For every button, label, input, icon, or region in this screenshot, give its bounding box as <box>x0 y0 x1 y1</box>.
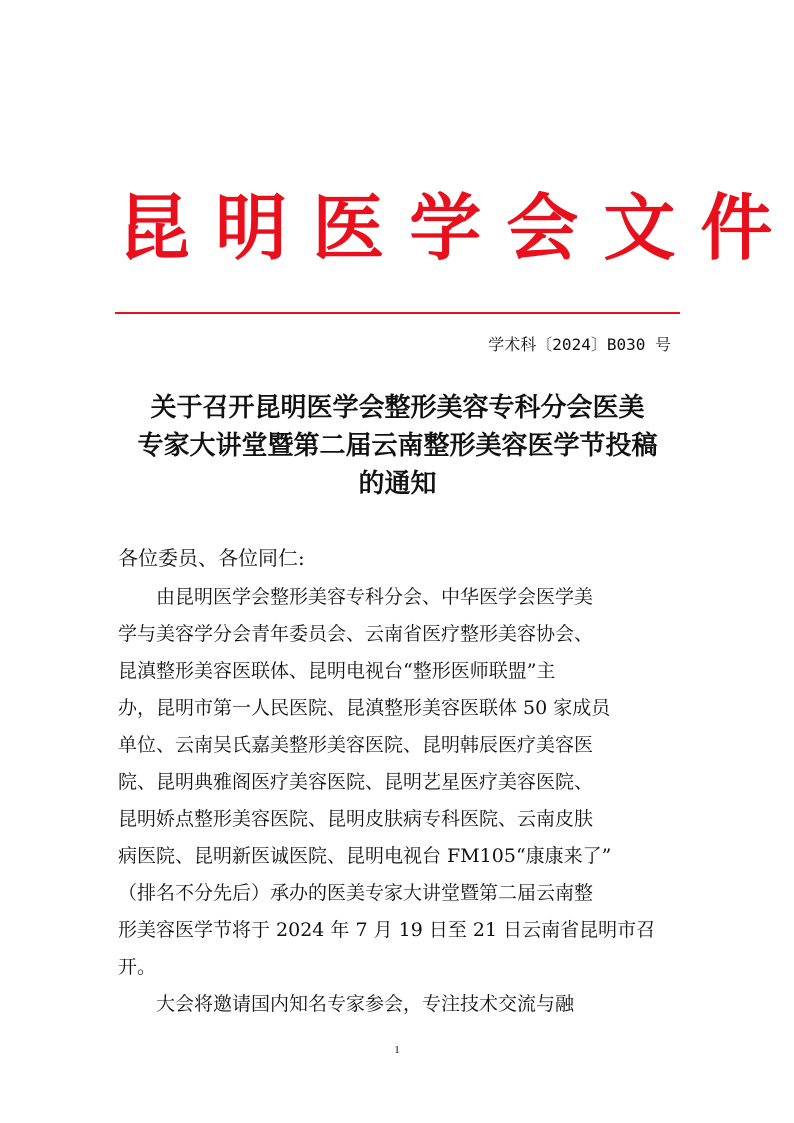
title-line: 关于召开昆明医学会整形美容专科分会医美 <box>150 393 645 423</box>
paragraph-line: 单位、云南吴氏嘉美整形美容医院、昆明韩辰医疗美容医 <box>118 734 594 756</box>
document-title <box>115 389 680 503</box>
paragraph-line: 院、昆明典雅阁医疗美容医院、昆明艺星医疗美容医院、 <box>118 771 594 793</box>
paragraph-1 <box>118 579 683 986</box>
paragraph-line: 由昆明医学会整形美容专科分会、中华医学会医学美 <box>118 586 594 608</box>
title-line: 的通知 <box>358 469 437 499</box>
paragraph-line: （排名不分先后）承办的医美专家大讲堂暨第二届云南整 <box>118 882 594 904</box>
paragraph-2 <box>118 986 683 1023</box>
page-number: 1 <box>394 1044 400 1056</box>
paragraph-line: 昆明娇点整形美容医院、昆明皮肤病专科医院、云南皮肤 <box>118 808 594 830</box>
paragraph-line: 大会将邀请国内知名专家参会，专注技术交流与融 <box>118 993 575 1015</box>
paragraph-line: 昆滇整形美容医联体、昆明电视台“整形医师联盟”主 <box>118 660 556 682</box>
letterhead-red-rule <box>115 312 680 314</box>
paragraph-line: 办，昆明市第一人民医院、昆滇整形美容医联体 50 家成员 <box>118 697 611 719</box>
letterhead-title: 昆 明 医 学 会 文 件 <box>118 185 773 270</box>
paragraph-line: 学与美容学分会青年委员会、云南省医疗整形美容协会、 <box>118 623 594 645</box>
document-number: 学术科〔2024〕B030 号 <box>488 335 671 354</box>
paragraph-line: 病医院、昆明新医诚医院、昆明电视台 FM105“康康来了” <box>118 845 612 867</box>
paragraph-line: 开。 <box>118 956 157 978</box>
title-line: 专家大讲堂暨第二届云南整形美容医学节投稿 <box>137 431 658 461</box>
paragraph-line: 形美容医学节将于 2024 年 7 月 19 日至 21 日云南省昆明市召 <box>118 919 656 941</box>
salutation: 各位委员、各位同仁: <box>118 546 305 570</box>
